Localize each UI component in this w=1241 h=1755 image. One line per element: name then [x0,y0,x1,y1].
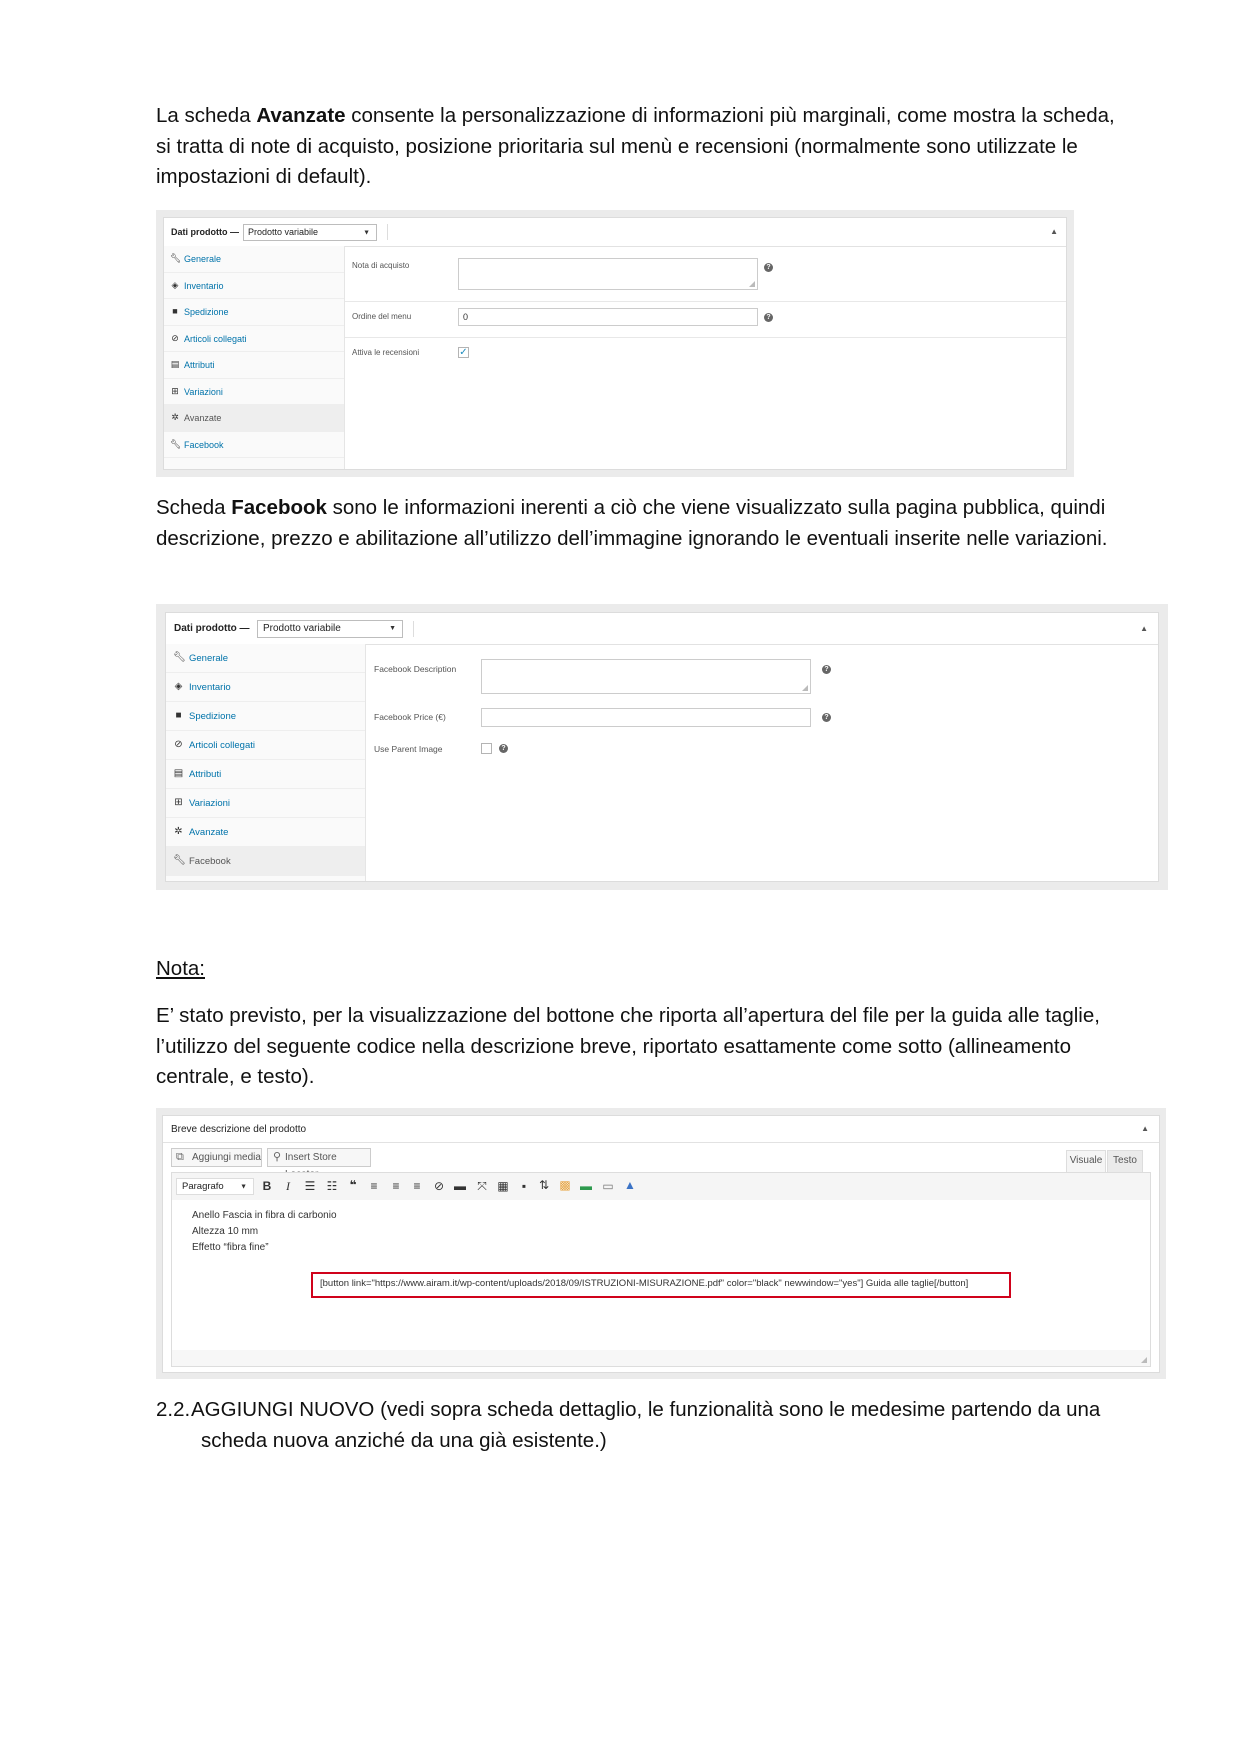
collapse-icon[interactable]: ▲ [1050,227,1058,236]
gear-icon: ✲ [174,826,183,837]
tab-attributi[interactable]: ▤ Attributi [164,352,344,379]
tabs-sidebar [164,246,345,470]
product-data-panel [165,612,1159,882]
fullscreen-icon[interactable]: ⤧ [477,1179,487,1193]
help-icon: ? [499,744,508,753]
bullet-list-icon[interactable]: ☰ [304,1179,316,1193]
wrench-icon: 🔧︎ [173,855,186,866]
note-paragraph: E’ stato previsto, per la visualizzazione del bottone che riporta all’apertura del file per la guida alle taglie, l’utilizzo del seguente codice nella descrizione breve, riportato esattamente come sotto (allineamento centrale, e testo). [156,1004,1100,1088]
intro-paragraph: La scheda Avanzate consente la personalizzazione di informazioni più marginali, come mostra la scheda, si tratta di note di acquisto, posizione prioritaria sul menù e recensioni (normalmente sono utilizzate le impostazioni di default). [156,104,1115,188]
tab-variazioni[interactable]: ⊞ Variazioni [164,379,344,405]
screenshot-avanzate [156,210,1074,477]
tab-testo[interactable]: Testo [1107,1150,1143,1172]
row-divider [345,337,1066,338]
grid-icon[interactable]: ▪ [521,1179,527,1193]
fb-description-label: Facebook Description [374,664,457,674]
resize-handle-icon[interactable] [749,281,755,287]
tab-avanzate[interactable]: ✲ Avanzate [164,405,344,432]
align-center-icon[interactable]: ≡ [392,1179,400,1193]
screenshot-editor [156,1108,1166,1379]
location-pin-icon: ⚲ [273,1151,282,1163]
lock-icon[interactable]: ▲ [624,1178,636,1192]
bold-icon[interactable]: B [262,1179,272,1193]
tab-spedizione[interactable]: ■ Spedizione [166,702,365,731]
short-description-panel [162,1115,1160,1373]
help-icon: ? [764,313,773,322]
store-locator-button[interactable]: ⚲ Insert Store [267,1148,371,1167]
tab-articoli-collegati[interactable]: ⊘ Articoli collegati [164,326,344,352]
add-media-button[interactable]: ⧉ Aggiungi media [171,1148,262,1167]
editor-toolbar [171,1172,1151,1202]
reviews-checkbox[interactable]: ✓ [459,347,468,358]
collapse-icon[interactable]: ▲ [1141,1124,1149,1133]
help-icon: ? [822,713,831,722]
panel-header [166,613,1158,645]
chevron-down-icon: ▼ [363,229,370,236]
tab-spedizione[interactable]: ■ Spedizione [164,299,344,326]
editor-statusbar [171,1350,1151,1367]
note-heading: Nota: [156,957,205,980]
collapse-icon[interactable]: ▲ [1140,624,1148,633]
bar-icon[interactable]: ▬ [580,1179,592,1193]
link-icon[interactable]: ⊘ [433,1179,445,1193]
help-icon: ? [822,665,831,674]
panel-header [164,218,1066,247]
truck-icon: ■ [175,710,182,721]
facebook-bold: Facebook [231,496,327,519]
print-icon[interactable]: ▭ [602,1179,614,1193]
blockquote-icon[interactable]: ❝ [349,1178,357,1192]
align-right-icon[interactable]: ≡ [413,1179,421,1193]
media-icon: ⧉ [176,1151,184,1163]
purchase-note-textarea[interactable] [458,258,758,290]
panel-title: Dati prodotto — [171,227,239,237]
chevron-down-icon: ▼ [240,1183,247,1190]
align-left-icon[interactable]: ≡ [370,1179,378,1193]
chevron-down-icon: ▼ [389,625,396,632]
panel-title: Dati prodotto — [174,623,250,634]
grid-icon: ⊞ [174,797,183,808]
format-select[interactable]: Paragrafo ▼ [176,1178,254,1195]
tab-attributi[interactable]: ▤ Attributi [166,760,365,789]
list-icon: ▤ [173,768,184,779]
tab-facebook[interactable]: 🔧︎ Facebook [166,847,365,876]
grid-icon: ⊞ [171,386,179,396]
wrench-icon: 🔧︎ [170,253,182,263]
product-type-select[interactable]: Prodotto variabile ▼ [257,620,403,638]
panel-header [163,1116,1159,1143]
truck-icon: ■ [172,306,178,316]
tab-articoli-collegati[interactable]: ⊘ Articoli collegati [166,731,365,760]
tab-inventario[interactable]: ◈ Inventario [164,273,344,299]
facebook-paragraph: Scheda Facebook sono le informazioni inerenti a ciò che viene visualizzato sulla pagina pubblica, quindi descrizione, prezzo e abilitazione all’utilizzo dell’immagine ignorando le eventuali inserite nelle variazioni. [156,496,1108,550]
resize-handle-icon[interactable] [1141,1357,1147,1363]
tab-variazioni[interactable]: ⊞ Variazioni [166,789,365,818]
content-line: Anello Fascia in fibra di carbonio [192,1210,337,1221]
fb-price-input[interactable] [481,708,811,727]
sort-icon[interactable]: ⇅ [538,1178,550,1192]
content-line: Effetto “fibra fine” [192,1242,269,1253]
fb-price-label: Facebook Price (€) [374,712,446,722]
italic-icon[interactable]: I [286,1179,290,1193]
menu-order-input[interactable]: 0 [458,308,758,326]
header-divider [413,621,414,637]
resize-handle-icon[interactable] [802,685,808,691]
tab-generale[interactable]: 🔧︎ Generale [164,246,344,273]
tag-icon: ◈ [171,280,179,290]
fb-description-textarea[interactable] [481,659,811,694]
shortcode-highlight: [button link="https://www.airam.it/wp-content/uploads/2018/09/ISTRUZIONI-MISURAZIONE.pdf" color="black" newwindow="yes"] Guida alle taglie[/button] [311,1272,1011,1298]
wrench-icon: 🔧︎ [173,652,186,663]
tag-icon: ◈ [174,681,183,692]
wrench-icon: 🔧︎ [170,439,182,449]
reviews-label: Attiva le recensioni [352,348,420,357]
screenshot-facebook [156,604,1168,890]
row-divider [345,301,1066,302]
section-text: AGGIUNGI NUOVO (vedi sopra scheda dettaglio, le funzionalità sono le medesime partendo da una scheda nuova anziché da una già esistente.) [191,1398,1101,1452]
read-more-icon[interactable]: ▬ [454,1179,466,1193]
list-icon: ▤ [170,359,180,369]
panel-title: Breve descrizione del prodotto [171,1124,307,1135]
content-line: Altezza 10 mm [192,1226,259,1237]
parent-image-label: Use Parent Image [374,744,443,754]
parent-image-checkbox[interactable] [481,743,492,754]
tab-visuale[interactable]: Visuale [1066,1150,1106,1172]
menu-order-label: Ordine del menu [352,312,412,321]
product-type-select[interactable]: Prodotto variabile ▼ [243,224,377,241]
tab-generale[interactable]: 🔧︎ Generale [166,644,365,673]
help-icon: ? [764,263,773,272]
tab-avanzate[interactable]: ✲ Avanzate [166,818,365,847]
numbered-list-icon[interactable]: ☷ [326,1179,338,1193]
tabs-sidebar [166,644,366,882]
link-icon: ⊘ [171,333,179,343]
section-number: 2.2. [156,1398,191,1421]
gear-icon: ✲ [171,412,179,422]
tab-facebook[interactable]: 🔧︎ Facebook [164,432,344,458]
avanzate-bold: Avanzate [256,104,346,127]
purchase-note-label: Nota di acquisto [352,261,410,270]
header-divider [387,224,388,240]
toolbar-toggle-icon[interactable]: ▦ [497,1179,509,1193]
section-heading [156,1395,1116,1456]
link-icon: ⊘ [174,739,183,750]
product-data-panel [163,217,1067,470]
tab-inventario[interactable]: ◈ Inventario [166,673,365,702]
colors-icon[interactable]: ▩ [559,1178,571,1192]
